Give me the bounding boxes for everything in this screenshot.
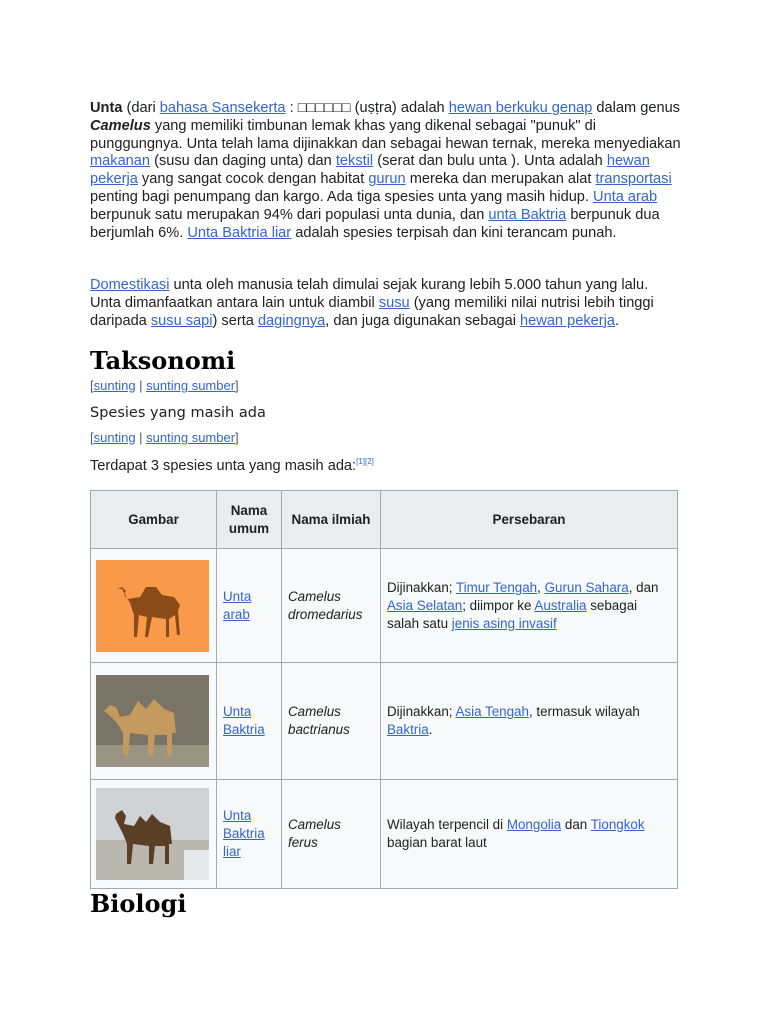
- link-unta-arab[interactable]: Unta arab: [593, 188, 658, 205]
- text: (uṣṭra) adalah: [350, 100, 449, 116]
- species-intro: [90, 457, 374, 474]
- text: ; diimpor ke: [462, 597, 535, 613]
- table-row: [91, 549, 678, 663]
- wild-bactrian-photo[interactable]: [96, 788, 209, 880]
- text: , dan: [628, 579, 659, 595]
- image-cell: [91, 549, 217, 663]
- text: , dan juga digunakan sebagai: [325, 312, 521, 329]
- text: dalam genus: [592, 100, 680, 116]
- link-dist[interactable]: Baktria: [387, 722, 429, 737]
- text: Dijinakkan;: [387, 704, 456, 719]
- link-sanskrit[interactable]: bahasa Sansekerta: [159, 100, 286, 116]
- edit-source-link[interactable]: sunting sumber: [146, 378, 236, 393]
- link-makanan[interactable]: makanan: [90, 153, 151, 170]
- text: (dari: [122, 100, 160, 116]
- edit-links: [sunting | sunting sumber]: [90, 378, 239, 393]
- link-dist[interactable]: Asia Selatan: [387, 597, 463, 613]
- species-table: [90, 490, 678, 889]
- scientific-name: Camelus ferus: [282, 780, 381, 889]
- text: , termasuk wilayah: [528, 704, 640, 719]
- edit-link[interactable]: sunting: [93, 378, 136, 393]
- link-dist[interactable]: Australia: [534, 597, 587, 613]
- common-name-cell: [217, 780, 282, 889]
- scientific-name: Camelus dromedarius: [282, 549, 381, 663]
- link-dist[interactable]: jenis asing invasif: [451, 615, 557, 631]
- link-susu-sapi[interactable]: susu sapi: [150, 312, 213, 329]
- table-row: [91, 780, 678, 889]
- text: .: [428, 722, 433, 737]
- text: sebagai salah satu: [387, 597, 638, 631]
- text: (serat dan bulu unta ). Unta adalah: [373, 153, 607, 170]
- link-common-name[interactable]: Unta Baktria: [223, 704, 265, 737]
- link-susu[interactable]: susu: [378, 294, 410, 311]
- link-dagingnya[interactable]: dagingnya: [257, 312, 326, 329]
- edit-links-sub: [sunting | sunting sumber]: [90, 430, 239, 445]
- text: berpunuk dua berjumlah 6%.: [90, 206, 660, 241]
- link-transportasi[interactable]: transportasi: [595, 171, 672, 188]
- link-domestikasi[interactable]: Domestikasi: [90, 277, 170, 293]
- table-row: [91, 663, 678, 780]
- link-tekstil[interactable]: tekstil: [335, 153, 374, 170]
- scientific-name: Camelus bactrianus: [282, 663, 381, 780]
- col-header-nama-umum: Nama umum: [217, 491, 282, 549]
- link-hewan-pekerja[interactable]: hewan pekerja: [90, 153, 650, 188]
- section-heading-biologi: Biologi: [90, 889, 187, 918]
- common-name-cell: [217, 549, 282, 663]
- text: :: [285, 100, 298, 116]
- link-unta-baktria[interactable]: unta Baktria: [488, 206, 567, 223]
- sanskrit-glyphs: □□□□□□: [297, 100, 351, 116]
- text: yang memiliki timbunan lemak khas yang dikenal sebagai "punuk" di punggungnya. Unta telah lama dijinakkan dan sebagai hewan ternak, mereka menyediakan: [90, 117, 681, 152]
- image-cell: [91, 780, 217, 889]
- text: ,: [537, 579, 545, 595]
- text: ) serta: [212, 312, 258, 329]
- genus-name: Camelus: [90, 117, 151, 134]
- link-dist[interactable]: Asia Tengah: [455, 704, 529, 719]
- common-name-cell: [217, 663, 282, 780]
- bactrian-photo[interactable]: [96, 675, 209, 767]
- col-header-persebaran: Persebaran: [381, 491, 678, 549]
- text: berpunuk satu merupakan 94% dari populasi unta dunia, dan: [90, 206, 489, 223]
- reference-link[interactable]: [1][2]: [356, 457, 374, 466]
- text: (susu dan daging unta) dan: [150, 153, 336, 170]
- table-header-row: [91, 491, 678, 549]
- text: yang sangat cocok dengan habitat: [137, 171, 369, 188]
- subsection-heading: Spesies yang masih ada: [90, 405, 266, 421]
- link-common-name[interactable]: Unta Baktria liar: [223, 808, 265, 859]
- link-hewan-pekerja-2[interactable]: hewan pekerja: [520, 312, 615, 329]
- link-common-name[interactable]: Unta arab: [223, 588, 252, 622]
- edit-source-link-sub[interactable]: sunting sumber: [146, 430, 236, 445]
- link-dist[interactable]: Timur Tengah: [455, 579, 538, 595]
- text: Wilayah terpencil di: [387, 817, 507, 832]
- link-dist[interactable]: Mongolia: [506, 817, 562, 832]
- image-cell: [91, 663, 217, 780]
- domestication-paragraph: [90, 277, 682, 330]
- text: penting bagi penumpang dan kargo. Ada tiga spesies unta yang masih hidup.: [90, 188, 594, 205]
- section-heading-taksonomi: Taksonomi: [90, 346, 236, 375]
- link-gurun[interactable]: gurun: [368, 171, 406, 188]
- distribution-cell: [381, 549, 678, 663]
- link-unta-baktria-liar[interactable]: Unta Baktria liar: [187, 224, 292, 241]
- text: Dijinakkan;: [387, 579, 456, 595]
- text: dan: [561, 817, 591, 832]
- col-header-gambar: Gambar: [91, 491, 217, 549]
- text: mereka dan merupakan alat: [405, 171, 596, 188]
- col-header-nama-ilmiah: Nama ilmiah: [282, 491, 381, 549]
- text: bagian barat laut: [387, 835, 487, 850]
- text: Terdapat 3 spesies unta yang masih ada:: [90, 457, 357, 474]
- text: unta oleh manusia telah dimulai sejak kurang lebih 5.000 tahun yang lalu. Unta dimanfaatkan antara lain untuk diambil: [90, 277, 649, 311]
- distribution-cell: [381, 780, 678, 889]
- title-word: Unta: [90, 100, 123, 116]
- link-dist[interactable]: Tiongkok: [590, 817, 645, 832]
- intro-paragraph: [90, 100, 682, 242]
- link-artiodactyl[interactable]: hewan berkuku genap: [448, 100, 593, 116]
- text: .: [614, 312, 620, 329]
- text: adalah spesies terpisah dan kini terancam punah.: [291, 224, 617, 241]
- text: (yang memiliki nilai nutrisi lebih tinggi daripada: [90, 294, 654, 329]
- edit-link-sub[interactable]: sunting: [93, 430, 136, 445]
- distribution-cell: [381, 663, 678, 780]
- link-dist[interactable]: Gurun Sahara: [544, 579, 629, 595]
- dromedary-photo[interactable]: [96, 560, 209, 652]
